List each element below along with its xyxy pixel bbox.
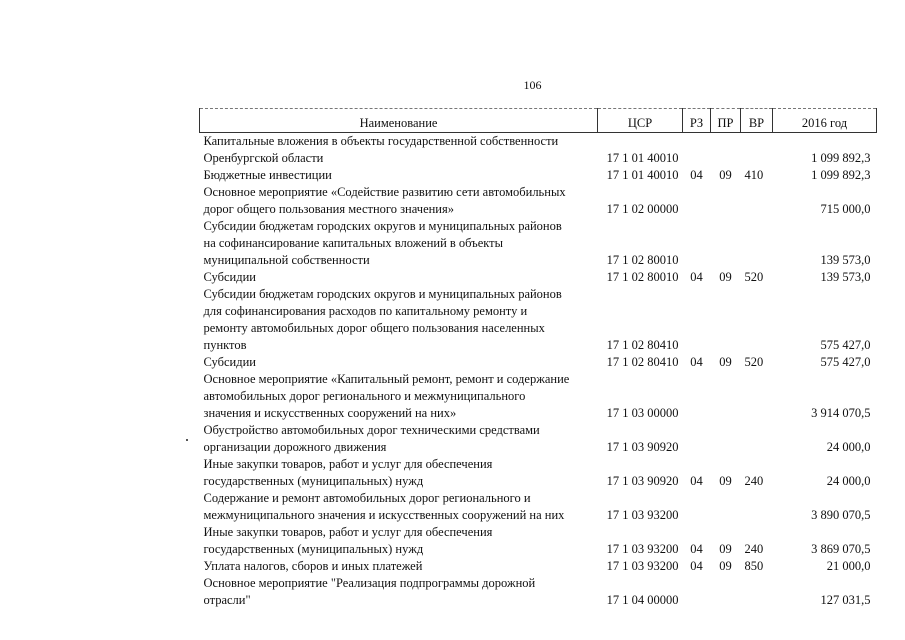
cell-vr (741, 422, 773, 439)
header-name: Наименование (200, 109, 598, 133)
cell-csr: 17 1 03 00000 (606, 406, 679, 420)
cell-rz (683, 303, 711, 320)
cell-vr (741, 592, 773, 609)
table-row (200, 167, 877, 184)
margin-mark (186, 439, 188, 441)
table-row (200, 439, 877, 456)
cell-vr (741, 371, 773, 388)
cell-sum (773, 371, 877, 388)
cell-name: пунктов (203, 338, 247, 352)
cell-sum: 24 000,0 (826, 440, 871, 454)
table-row (200, 303, 877, 320)
cell-name: автомобильных дорог регионального и межмуниципального (203, 389, 526, 403)
cell-name: Капитальные вложения в объекты государственной собственности (203, 134, 559, 148)
cell-csr: 17 1 02 80010 (606, 253, 679, 267)
cell-csr (598, 320, 683, 337)
cell-sum (773, 422, 877, 439)
cell-vr (741, 337, 773, 354)
table-row (200, 150, 877, 167)
cell-rz (683, 218, 711, 235)
cell-sum (773, 286, 877, 303)
cell-pr (711, 235, 741, 252)
cell-csr (598, 218, 683, 235)
cell-sum (773, 235, 877, 252)
table-row (200, 184, 877, 201)
cell-vr (741, 150, 773, 167)
cell-vr (741, 303, 773, 320)
cell-sum: 3 914 070,5 (811, 406, 871, 420)
cell-rz: 04 (690, 355, 703, 369)
cell-name: Основное мероприятие «Капитальный ремонт, ремонт и содержание (203, 372, 570, 386)
cell-sum: 1 099 892,3 (811, 168, 871, 182)
cell-rz (683, 456, 711, 473)
cell-pr (711, 439, 741, 456)
cell-pr (711, 218, 741, 235)
table-header-row (200, 109, 877, 133)
cell-csr: 17 1 02 80410 (606, 355, 679, 369)
cell-sum: 575 427,0 (820, 355, 871, 369)
cell-csr: 17 1 02 80010 (606, 270, 679, 284)
cell-name: Субсидии бюджетам городских округов и муниципальных районов (203, 219, 562, 233)
cell-name: Иные закупки товаров, работ и услуг для обеспечения (203, 457, 493, 471)
cell-name: ремонту автомобильных дорог общего пользования населенных (203, 321, 545, 335)
cell-pr: 09 (719, 474, 732, 488)
cell-name: Основное мероприятие "Реализация подпрограммы дорожной (203, 576, 536, 590)
cell-vr (741, 405, 773, 422)
cell-sum: 127 031,5 (820, 593, 871, 607)
cell-name: Иные закупки товаров, работ и услуг для обеспечения (203, 525, 493, 539)
cell-csr (598, 303, 683, 320)
cell-rz (683, 422, 711, 439)
table-row (200, 575, 877, 592)
cell-vr (741, 456, 773, 473)
budget-table-container (199, 108, 876, 609)
cell-vr (741, 286, 773, 303)
budget-table (199, 108, 877, 609)
cell-csr (598, 422, 683, 439)
cell-name: Содержание и ремонт автомобильных дорог регионального и (203, 491, 531, 505)
cell-vr: 240 (744, 474, 764, 488)
cell-rz: 04 (690, 474, 703, 488)
cell-csr: 17 1 04 00000 (606, 593, 679, 607)
table-row (200, 337, 877, 354)
cell-rz (683, 592, 711, 609)
table-row (200, 524, 877, 541)
cell-rz (683, 405, 711, 422)
cell-pr (711, 252, 741, 269)
cell-sum (773, 575, 877, 592)
cell-rz (683, 320, 711, 337)
table-row (200, 558, 877, 575)
cell-vr (741, 388, 773, 405)
cell-sum: 21 000,0 (826, 559, 871, 573)
header-year: 2016 год (773, 109, 877, 133)
cell-sum (773, 524, 877, 541)
table-row (200, 235, 877, 252)
table-row (200, 133, 877, 151)
cell-sum (773, 303, 877, 320)
header-csr: ЦСР (598, 109, 683, 133)
table-row (200, 252, 877, 269)
cell-vr (741, 490, 773, 507)
table-row (200, 286, 877, 303)
cell-csr (598, 575, 683, 592)
cell-rz (683, 337, 711, 354)
cell-vr (741, 201, 773, 218)
cell-csr: 17 1 03 90920 (606, 440, 679, 454)
table-row (200, 592, 877, 609)
cell-pr (711, 388, 741, 405)
cell-name: Основное мероприятие «Содействие развитию сети автомобильных (203, 185, 566, 199)
cell-sum: 3 890 070,5 (811, 508, 871, 522)
cell-rz (683, 150, 711, 167)
table-row (200, 320, 877, 337)
cell-pr: 09 (719, 355, 732, 369)
cell-csr: 17 1 02 00000 (606, 202, 679, 216)
cell-pr (711, 150, 741, 167)
cell-pr (711, 575, 741, 592)
table-row (200, 354, 877, 371)
cell-rz (683, 286, 711, 303)
cell-vr (741, 507, 773, 524)
cell-sum: 575 427,0 (820, 338, 871, 352)
cell-sum: 1 099 892,3 (811, 151, 871, 165)
cell-pr (711, 456, 741, 473)
cell-csr (598, 286, 683, 303)
table-row (200, 269, 877, 286)
cell-pr: 09 (719, 559, 732, 573)
cell-vr (741, 133, 773, 151)
cell-pr: 09 (719, 270, 732, 284)
cell-sum (773, 218, 877, 235)
cell-pr (711, 405, 741, 422)
cell-vr (741, 184, 773, 201)
cell-name: государственных (муниципальных) нужд (203, 474, 424, 488)
cell-vr: 240 (744, 542, 764, 556)
table-row (200, 473, 877, 490)
cell-name: значения и искусственных сооружений на них» (203, 406, 457, 420)
cell-csr: 17 1 03 93200 (606, 542, 679, 556)
cell-pr (711, 422, 741, 439)
cell-name: Бюджетные инвестиции (203, 168, 332, 182)
cell-rz (683, 490, 711, 507)
cell-pr (711, 133, 741, 151)
cell-name: Субсидии (203, 270, 256, 284)
table-row (200, 456, 877, 473)
table-row (200, 507, 877, 524)
table-row (200, 218, 877, 235)
cell-sum (773, 456, 877, 473)
cell-pr (711, 201, 741, 218)
cell-csr: 17 1 03 90920 (606, 474, 679, 488)
cell-name: для софинансирования расходов по капитальному ремонту и (203, 304, 528, 318)
cell-pr: 09 (719, 542, 732, 556)
cell-vr (741, 575, 773, 592)
cell-pr (711, 490, 741, 507)
cell-pr (711, 286, 741, 303)
cell-vr (741, 320, 773, 337)
cell-rz (683, 133, 711, 151)
cell-csr (598, 456, 683, 473)
cell-rz: 04 (690, 542, 703, 556)
cell-pr (711, 337, 741, 354)
cell-name: отрасли" (203, 593, 251, 607)
cell-pr: 09 (719, 168, 732, 182)
cell-rz: 04 (690, 270, 703, 284)
table-body (200, 133, 877, 610)
cell-rz (683, 252, 711, 269)
cell-pr (711, 371, 741, 388)
cell-sum (773, 133, 877, 151)
page-number: 106 (523, 78, 542, 92)
cell-csr (598, 133, 683, 151)
cell-vr (741, 252, 773, 269)
cell-pr (711, 303, 741, 320)
cell-csr (598, 371, 683, 388)
cell-rz (683, 575, 711, 592)
cell-sum (773, 184, 877, 201)
cell-vr (741, 524, 773, 541)
cell-sum: 24 000,0 (826, 474, 871, 488)
cell-vr (741, 439, 773, 456)
cell-vr (741, 235, 773, 252)
cell-sum: 3 869 070,5 (811, 542, 871, 556)
cell-sum: 139 573,0 (820, 253, 871, 267)
cell-sum (773, 388, 877, 405)
cell-name: Субсидии бюджетам городских округов и муниципальных районов (203, 287, 562, 301)
table-row (200, 201, 877, 218)
cell-csr (598, 235, 683, 252)
cell-vr (741, 218, 773, 235)
cell-rz (683, 184, 711, 201)
cell-name: Субсидии (203, 355, 256, 369)
cell-csr: 17 1 01 40010 (606, 151, 679, 165)
cell-vr: 850 (744, 559, 764, 573)
cell-rz (683, 235, 711, 252)
cell-name: Обустройство автомобильных дорог техническими средствами (203, 423, 540, 437)
header-vr: ВР (741, 109, 773, 133)
header-rz: РЗ (683, 109, 711, 133)
cell-sum: 715 000,0 (820, 202, 871, 216)
cell-name: на софинансирование капитальных вложений в объекты (203, 236, 504, 250)
table-row (200, 422, 877, 439)
cell-pr (711, 184, 741, 201)
cell-csr: 17 1 03 93200 (606, 508, 679, 522)
cell-rz: 04 (690, 559, 703, 573)
cell-name: государственных (муниципальных) нужд (203, 542, 424, 556)
table-row (200, 405, 877, 422)
cell-rz: 04 (690, 168, 703, 182)
cell-csr (598, 388, 683, 405)
cell-csr: 17 1 02 80410 (606, 338, 679, 352)
table-row (200, 371, 877, 388)
cell-csr: 17 1 03 93200 (606, 559, 679, 573)
cell-sum (773, 490, 877, 507)
cell-vr: 520 (744, 270, 764, 284)
cell-csr (598, 490, 683, 507)
cell-name: Оренбургской области (203, 151, 324, 165)
cell-name: межмуниципального значения и искусственных сооружений на них (203, 508, 565, 522)
cell-name: муниципальной собственности (203, 253, 370, 267)
table-row (200, 541, 877, 558)
cell-vr: 410 (744, 168, 764, 182)
cell-rz (683, 388, 711, 405)
cell-rz (683, 201, 711, 218)
cell-name: Уплата налогов, сборов и иных платежей (203, 559, 423, 573)
cell-vr: 520 (744, 355, 764, 369)
cell-sum (773, 320, 877, 337)
cell-sum: 139 573,0 (820, 270, 871, 284)
cell-rz (683, 439, 711, 456)
cell-rz (683, 507, 711, 524)
table-row (200, 388, 877, 405)
cell-rz (683, 524, 711, 541)
cell-pr (711, 592, 741, 609)
cell-pr (711, 320, 741, 337)
cell-pr (711, 524, 741, 541)
cell-csr (598, 524, 683, 541)
header-pr: ПР (711, 109, 741, 133)
cell-name: дорог общего пользования местного значения» (203, 202, 455, 216)
cell-csr (598, 184, 683, 201)
cell-rz (683, 371, 711, 388)
table-row (200, 490, 877, 507)
cell-pr (711, 507, 741, 524)
cell-csr: 17 1 01 40010 (606, 168, 679, 182)
cell-name: организации дорожного движения (203, 440, 387, 454)
